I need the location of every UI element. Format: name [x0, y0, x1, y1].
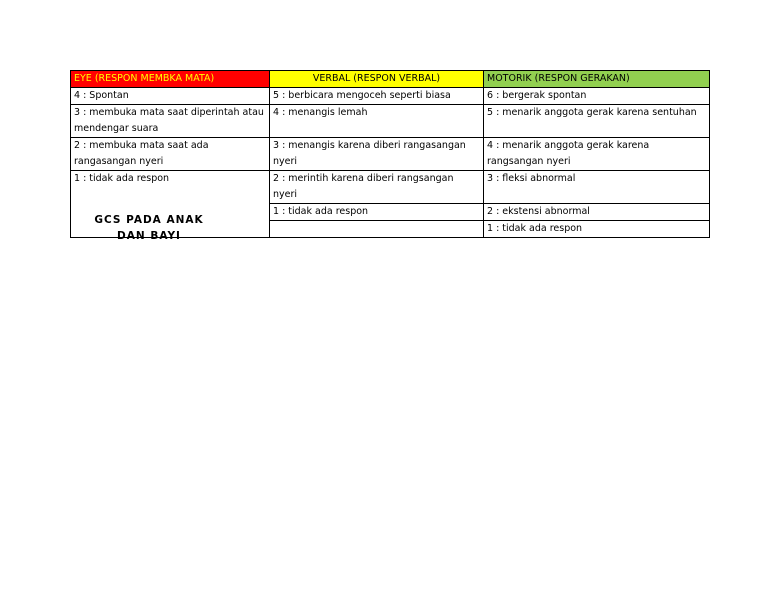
verbal-cell: 1 : tidak ada respon — [270, 204, 484, 221]
eye-cell: 3 : membuka mata saat diperintah atau mendengar suara — [71, 105, 270, 138]
page-title: GCS PADA ANAK DAN BAYI — [94, 213, 204, 242]
verbal-cell: 4 : menangis lemah — [270, 105, 484, 138]
motorik-cell: 5 : menarik anggota gerak karena sentuhan — [484, 105, 710, 138]
verbal-header: VERBAL (RESPON VERBAL) — [270, 71, 484, 88]
table-row — [71, 105, 710, 138]
eye-cell: 2 : membuka mata saat ada rangasangan nyeri — [71, 138, 270, 171]
verbal-cell: 3 : menangis karena diberi rangasangan nyeri — [270, 138, 484, 171]
verbal-cell: 2 : merintih karena diberi rangsangan nyeri — [270, 171, 484, 204]
motorik-cell: 6 : bergerak spontan — [484, 88, 710, 105]
table-row — [71, 204, 710, 221]
motorik-cell: 1 : tidak ada respon — [484, 221, 710, 238]
eye-cell: 4 : Spontan — [71, 88, 270, 105]
eye-header: EYE (RESPON MEMBKA MATA) — [71, 71, 270, 88]
title-cell — [71, 204, 270, 242]
table-row — [71, 88, 710, 105]
eye-cell: 1 : tidak ada respon — [71, 171, 270, 204]
table-row — [71, 138, 710, 171]
motorik-cell: 2 : ekstensi abnormal — [484, 204, 710, 221]
motorik-header: MOTORIK (RESPON GERAKAN) — [484, 71, 710, 88]
motorik-cell: 4 : menarik anggota gerak karena rangsangan nyeri — [484, 138, 710, 171]
motorik-cell: 3 : fleksi abnormal — [484, 171, 710, 204]
verbal-cell-empty — [270, 221, 484, 238]
table-row — [71, 171, 710, 204]
gcs-table — [70, 70, 710, 242]
verbal-cell: 5 : berbicara mengoceh seperti biasa — [270, 88, 484, 105]
header-row — [71, 71, 710, 88]
